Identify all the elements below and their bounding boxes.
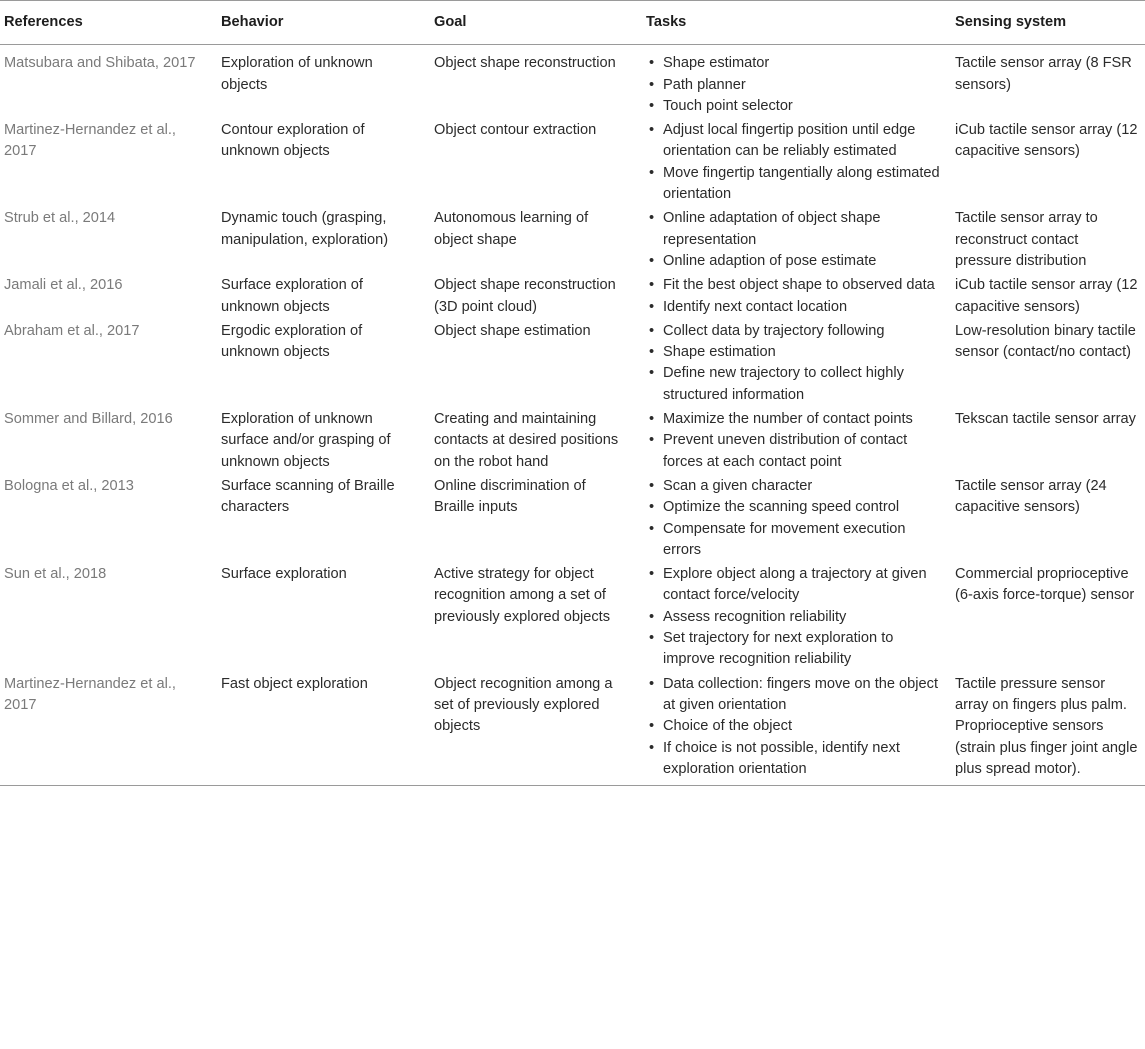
table-row	[0, 321, 1145, 409]
table-row	[0, 208, 1145, 275]
task-item: • Choice of the object	[646, 716, 944, 737]
task-item: • Touch point selector	[646, 96, 944, 117]
goal-cell: Object shape estimation	[434, 322, 591, 339]
behavior-cell: Exploration of unknown surface and/or grasping of unknown objects	[221, 411, 391, 470]
tasks-list	[646, 321, 944, 406]
behavior-cell: Contour exploration of unknown objects	[221, 122, 365, 160]
behavior-cell: Surface scanning of Braille characters	[221, 477, 395, 516]
table-body	[0, 45, 1145, 786]
task-item: • Shape estimator	[646, 53, 944, 74]
table-row	[0, 45, 1145, 120]
header-tasks: Tasks	[641, 1, 950, 45]
task-item: • Move fingertip tangentially along estimated orientation	[646, 163, 944, 206]
reference-cell: Sun et al., 2018	[4, 566, 107, 583]
goal-cell: Active strategy for object recognition among a set of previously explored objects	[434, 566, 611, 625]
behavior-cell: Ergodic exploration of unknown objects	[221, 322, 363, 361]
reference-cell: Bologna et al., 2013	[4, 477, 134, 494]
behavior-cell: Exploration of unknown objects	[221, 55, 373, 93]
behavior-cell: Surface exploration of unknown objects	[221, 277, 363, 315]
reference-cell: Jamali et al., 2016	[4, 277, 123, 294]
reference-cell: Sommer and Billard, 2016	[4, 411, 173, 428]
sensing-system-cell: Tactile sensor array (24 capacitive sensors)	[955, 477, 1107, 516]
task-item: • Shape estimation	[646, 342, 944, 363]
task-item: • Scan a given character	[646, 476, 944, 497]
goal-cell: Object recognition among a set of previously explored objects	[429, 674, 641, 786]
goal-cell: Object shape reconstruction	[434, 55, 616, 72]
table-row	[0, 275, 1145, 321]
task-item: • If choice is not possible, identify next exploration orientation	[646, 738, 944, 781]
goal-cell: Object shape reconstruction (3D point cloud)	[434, 277, 616, 315]
table-row	[0, 564, 1145, 673]
header-goal: Goal	[429, 1, 641, 45]
task-item: • Fit the best object shape to observed data	[646, 275, 944, 296]
tasks-list	[646, 53, 944, 117]
sensing-system-cell: Low-resolution binary tactile sensor (contact/no contact)	[955, 322, 1136, 361]
tasks-list	[646, 564, 944, 670]
task-item: • Identify next contact location	[646, 297, 944, 318]
table-row	[0, 674, 1145, 786]
tasks-list	[646, 674, 944, 780]
header-references: References	[0, 1, 216, 45]
task-item: • Explore object along a trajectory at given contact force/velocity	[646, 564, 944, 607]
behavior-cell: Surface exploration	[221, 566, 347, 583]
task-item: • Define new trajectory to collect highly structured information	[646, 363, 944, 406]
tasks-cell	[641, 409, 950, 476]
goal-cell: Online discrimination of Braille inputs	[434, 477, 586, 516]
header-behavior: Behavior	[216, 1, 429, 45]
task-item: • Set trajectory for next exploration to improve recognition reliability	[646, 628, 944, 671]
table-row	[0, 120, 1145, 208]
goal-cell: Object contour extraction	[434, 122, 597, 139]
reference-cell: Abraham et al., 2017	[4, 322, 140, 339]
task-item: • Adjust local fingertip position until edge orientation can be reliably estimated	[646, 120, 944, 163]
task-item: • Maximize the number of contact points	[646, 409, 944, 430]
tasks-list	[646, 120, 944, 205]
tasks-cell	[641, 275, 950, 321]
task-item: • Assess recognition reliability	[646, 607, 944, 628]
task-item: • Compensate for movement execution errors	[646, 519, 944, 562]
tasks-list	[646, 208, 944, 272]
tasks-list	[646, 476, 944, 561]
sensing-system-cell: Tactile sensor array (8 FSR sensors)	[955, 55, 1132, 93]
sensing-system-cell: iCub tactile sensor array (12 capacitive sensors)	[955, 277, 1138, 315]
sensing-system-cell: Tactile pressure sensor array on fingers plus palm. Proprioceptive sensors (strain plus finger joint angle plus spread motor).	[950, 674, 1145, 786]
tasks-cell	[641, 208, 950, 275]
tasks-cell	[641, 564, 950, 673]
tasks-cell	[641, 120, 950, 208]
behavior-cell: Dynamic touch (grasping, manipulation, exploration)	[221, 210, 389, 248]
task-item: • Optimize the scanning speed control	[646, 497, 944, 518]
task-item: • Prevent uneven distribution of contact forces at each contact point	[646, 430, 944, 473]
tasks-list	[646, 275, 944, 318]
tasks-cell	[641, 45, 950, 120]
table-row	[0, 476, 1145, 564]
header-sensing-system: Sensing system	[950, 1, 1145, 45]
task-item: • Data collection: fingers move on the object at given orientation	[646, 674, 944, 717]
task-item: • Path planner	[646, 75, 944, 96]
goal-cell: Autonomous learning of object shape	[434, 210, 589, 248]
reference-cell: Strub et al., 2014	[4, 210, 116, 227]
goal-cell: Creating and maintaining contacts at desired positions on the robot hand	[434, 411, 619, 470]
reference-cell: Martinez-Hernandez et al., 2017	[4, 122, 176, 160]
tasks-cell	[641, 674, 950, 786]
reference-cell: Martinez-Hernandez et al., 2017	[0, 674, 216, 786]
sensing-system-cell: Tekscan tactile sensor array	[955, 411, 1136, 428]
reference-cell: Matsubara and Shibata, 2017	[4, 55, 196, 72]
tasks-list	[646, 409, 944, 473]
task-item: • Online adaption of pose estimate	[646, 251, 944, 272]
behavior-cell: Fast object exploration	[216, 674, 429, 786]
task-item: • Collect data by trajectory following	[646, 321, 944, 342]
sensing-system-cell: Tactile sensor array to reconstruct contact pressure distribution	[955, 210, 1098, 269]
sensing-system-cell: Commercial proprioceptive (6-axis force-torque) sensor	[955, 566, 1135, 604]
tasks-cell	[641, 321, 950, 409]
sensing-system-cell: iCub tactile sensor array (12 capacitive sensors)	[955, 122, 1138, 160]
tasks-cell	[641, 476, 950, 564]
header-row	[0, 1, 1145, 45]
table-row	[0, 409, 1145, 476]
task-item: • Online adaptation of object shape representation	[646, 208, 944, 251]
